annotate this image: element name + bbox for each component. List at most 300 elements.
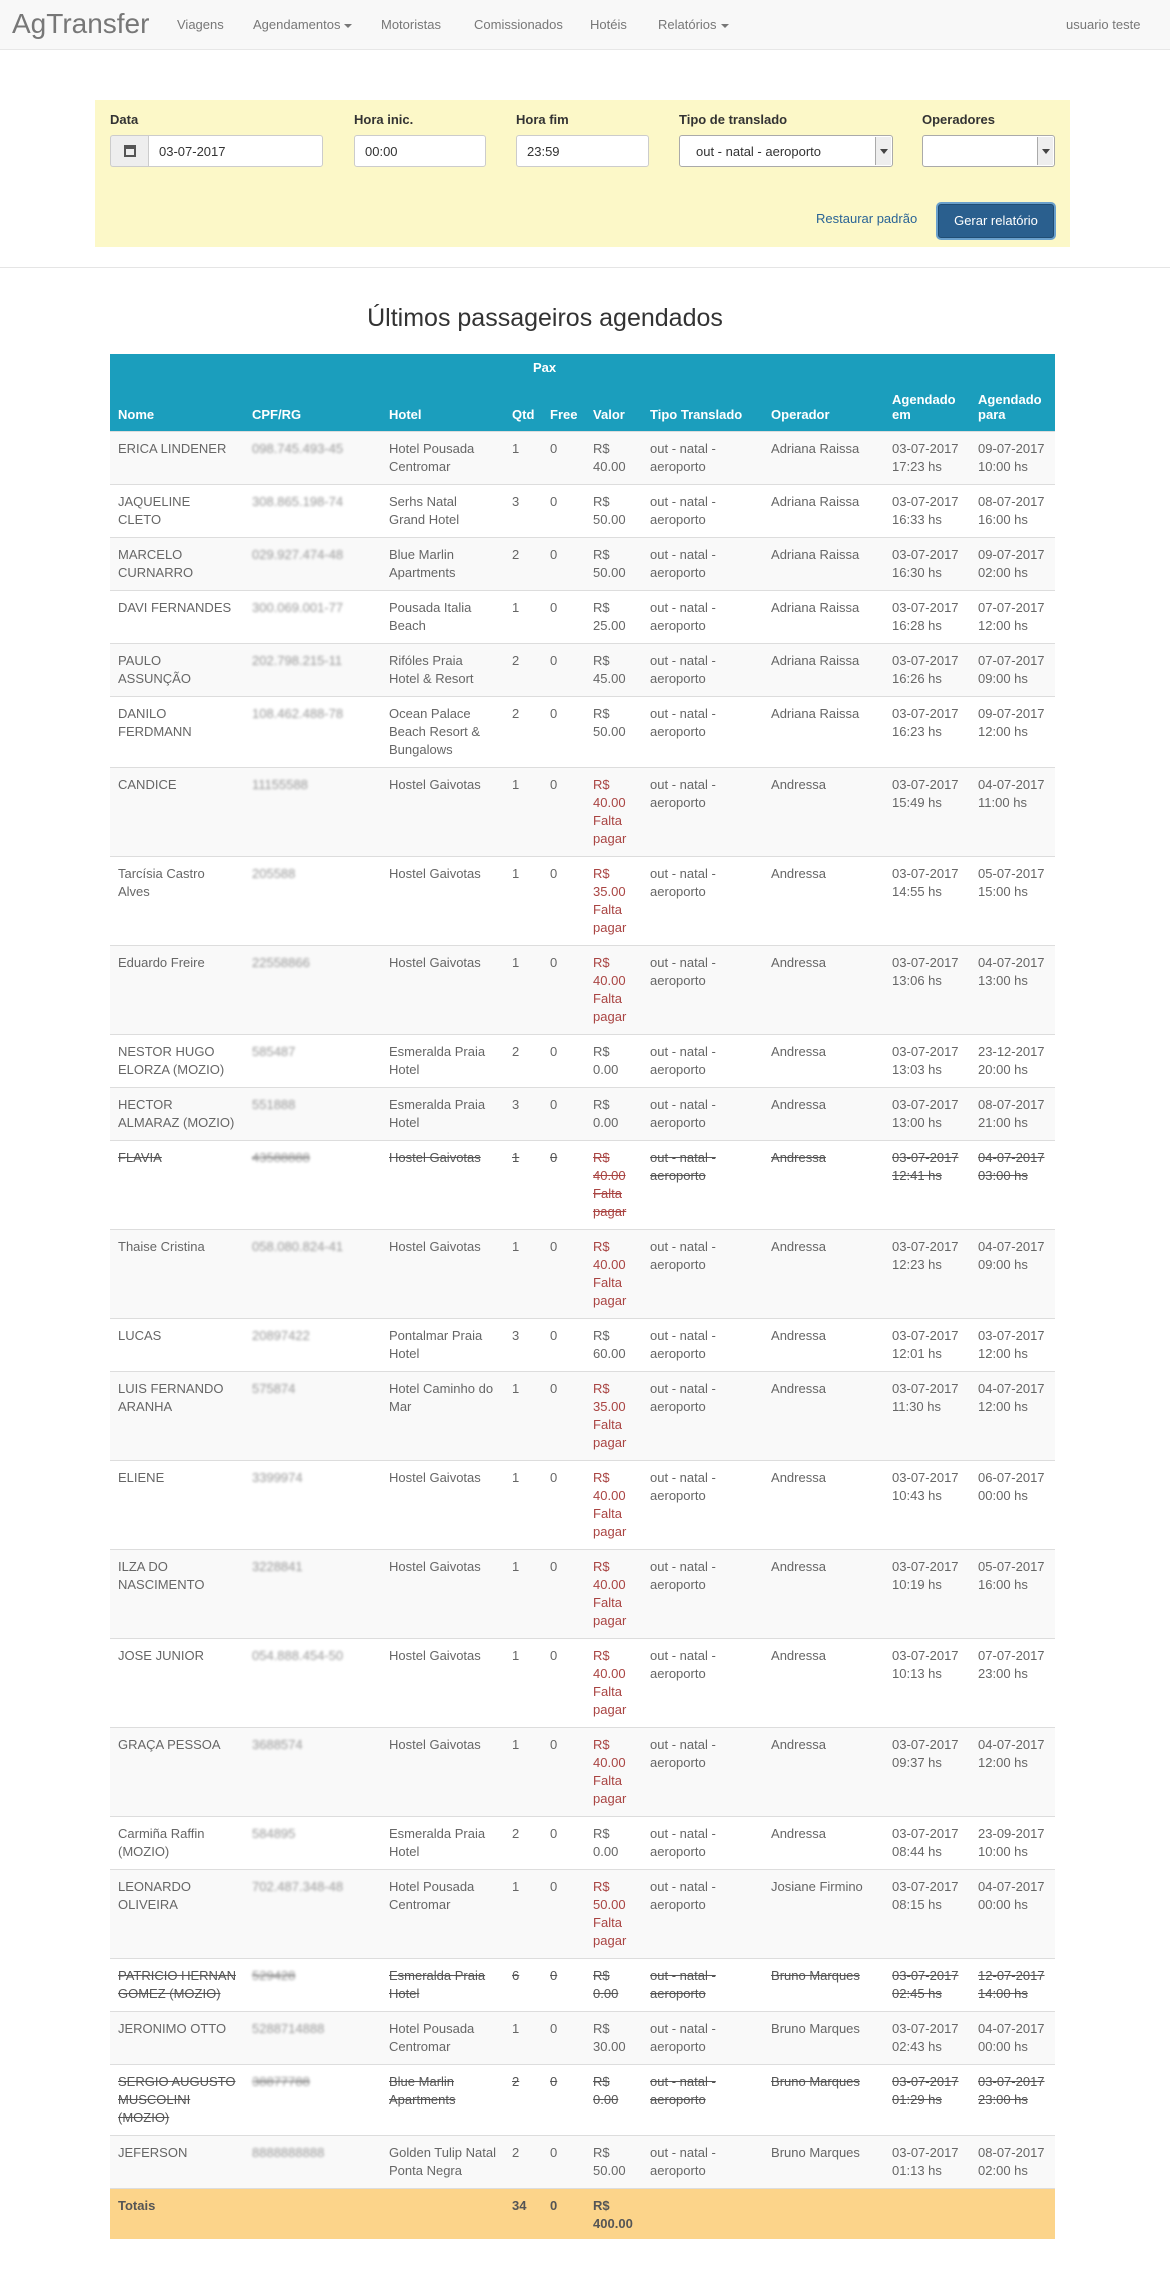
cpf-value: 108.462.488-78 [252, 706, 344, 721]
user-menu[interactable]: usuario teste [1066, 17, 1141, 32]
cell-free: 0 [542, 1461, 585, 1550]
cell-free: 0 [542, 1372, 585, 1461]
column-header-agendado-em: Agendado em [884, 380, 970, 432]
cell-agendado-para: 08-07-2017 02:00 hs [970, 2136, 1055, 2189]
cell-agendado-em: 03-07-2017 02:43 hs [884, 2012, 970, 2065]
cell-operador: Bruno Marques [763, 2136, 884, 2189]
cell-operador: Andressa [763, 1639, 884, 1728]
hora-inic-input[interactable] [354, 135, 486, 167]
table-row[interactable] [110, 2136, 1055, 2189]
cell-operador: Bruno Marques [763, 1959, 884, 2012]
cell-agendado-em: 03-07-2017 01:13 hs [884, 2136, 970, 2189]
cell-cpf [244, 1230, 381, 1319]
calendar-addon[interactable] [110, 135, 148, 167]
cell-qtd: 1 [504, 1461, 542, 1550]
totals-empty [381, 2189, 504, 2240]
cell-nome: ERICA LINDENER [110, 432, 244, 485]
cell-agendado-em: 03-07-2017 08:44 hs [884, 1817, 970, 1870]
cell-hotel: Pontalmar Praia Hotel [381, 1319, 504, 1372]
nav-viagens[interactable]: Viagens [177, 17, 224, 32]
brand-logo[interactable]: AgTransfer [12, 8, 150, 39]
cell-operador: Adriana Raissa [763, 538, 884, 591]
cell-hotel: Esmeralda Praia Hotel [381, 1817, 504, 1870]
cell-tipo: out - natal - aeroporto [642, 1088, 763, 1141]
cell-qtd: 2 [504, 1817, 542, 1870]
totals-empty [642, 2189, 1055, 2240]
cell-qtd: 1 [504, 1870, 542, 1959]
cell-qtd: 1 [504, 946, 542, 1035]
cell-operador: Andressa [763, 857, 884, 946]
cpf-value: 098.745.493-45 [252, 441, 344, 456]
cell-cpf [244, 538, 381, 591]
table-row[interactable] [110, 485, 1055, 538]
cell-nome: ELIENE [110, 1461, 244, 1550]
cell-tipo: out - natal - aeroporto [642, 644, 763, 697]
cell-cpf [244, 1817, 381, 1870]
cell-valor: R$ 40.00 Falta pagar [585, 1639, 642, 1728]
column-header-cpf: CPF/RG [244, 380, 381, 432]
cell-cpf [244, 1035, 381, 1088]
cell-nome: JERONIMO OTTO [110, 2012, 244, 2065]
cell-agendado-para: 23-12-2017 20:00 hs [970, 1035, 1055, 1088]
cell-agendado-em: 03-07-2017 16:23 hs [884, 697, 970, 768]
cell-agendado-para: 07-07-2017 23:00 hs [970, 1639, 1055, 1728]
cell-operador: Andressa [763, 1088, 884, 1141]
nav-comissionados[interactable]: Comissionados [474, 17, 563, 32]
cell-free: 0 [542, 644, 585, 697]
cell-agendado-para: 06-07-2017 00:00 hs [970, 1461, 1055, 1550]
cell-qtd: 1 [504, 1550, 542, 1639]
cell-agendado-para: 07-07-2017 12:00 hs [970, 591, 1055, 644]
cpf-value: 029.927.474-48 [252, 547, 344, 562]
cell-tipo: out - natal - aeroporto [642, 1639, 763, 1728]
cell-hotel: Hostel Gaivotas [381, 1461, 504, 1550]
cell-hotel: Blue Marlin Apartments [381, 2065, 504, 2136]
cell-tipo: out - natal - aeroporto [642, 1728, 763, 1817]
cpf-value: 300.069.001-77 [252, 600, 344, 615]
cell-agendado-em: 03-07-2017 09:37 hs [884, 1728, 970, 1817]
table-row[interactable] [110, 2012, 1055, 2065]
cell-operador: Andressa [763, 1461, 884, 1550]
cell-agendado-em: 03-07-2017 10:43 hs [884, 1461, 970, 1550]
cell-tipo: out - natal - aeroporto [642, 1230, 763, 1319]
cell-agendado-em: 03-07-2017 16:33 hs [884, 485, 970, 538]
cell-free: 0 [542, 432, 585, 485]
cell-nome: GRAÇA PESSOA [110, 1728, 244, 1817]
cell-qtd: 1 [504, 432, 542, 485]
cell-cpf [244, 1141, 381, 1230]
cell-operador: Andressa [763, 946, 884, 1035]
cell-operador: Adriana Raissa [763, 591, 884, 644]
cell-qtd: 3 [504, 485, 542, 538]
nav-relatorios-label: Relatórios [658, 17, 717, 32]
cell-free: 0 [542, 2065, 585, 2136]
cell-valor: R$ 0.00 [585, 1088, 642, 1141]
cell-qtd: 1 [504, 768, 542, 857]
cell-valor: R$ 50.00 [585, 538, 642, 591]
cell-hotel: Esmeralda Praia Hotel [381, 1035, 504, 1088]
cell-agendado-em: 03-07-2017 10:19 hs [884, 1550, 970, 1639]
cell-tipo: out - natal - aeroporto [642, 768, 763, 857]
cell-cpf [244, 1088, 381, 1141]
restore-default-link[interactable]: Restaurar padrão [816, 211, 918, 226]
cell-nome: Tarcísia Castro Alves [110, 857, 244, 946]
cell-tipo: out - natal - aeroporto [642, 1959, 763, 2012]
cell-valor: R$ 30.00 [585, 2012, 642, 2065]
cell-cpf [244, 946, 381, 1035]
cell-agendado-em: 03-07-2017 10:13 hs [884, 1639, 970, 1728]
cell-free: 0 [542, 591, 585, 644]
cell-agendado-em: 03-07-2017 11:30 hs [884, 1372, 970, 1461]
table-row[interactable] [110, 644, 1055, 697]
cell-hotel: Hostel Gaivotas [381, 946, 504, 1035]
cpf-value: 22558866 [252, 955, 310, 970]
cell-tipo: out - natal - aeroporto [642, 1870, 763, 1959]
table-row[interactable] [110, 1550, 1055, 1639]
cell-nome: LUIS FERNANDO ARANHA [110, 1372, 244, 1461]
cell-nome: LEONARDO OLIVEIRA [110, 1870, 244, 1959]
date-label: Data [110, 112, 139, 127]
cell-qtd: 1 [504, 1372, 542, 1461]
cell-tipo: out - natal - aeroporto [642, 946, 763, 1035]
cell-qtd: 1 [504, 857, 542, 946]
cell-agendado-para: 05-07-2017 15:00 hs [970, 857, 1055, 946]
table-row[interactable] [110, 1230, 1055, 1319]
cell-valor: R$ 25.00 [585, 591, 642, 644]
cell-free: 0 [542, 857, 585, 946]
cell-cpf [244, 485, 381, 538]
cell-free: 0 [542, 768, 585, 857]
cell-agendado-para: 05-07-2017 16:00 hs [970, 1550, 1055, 1639]
column-header-qtd: Qtd [504, 380, 542, 432]
table-row[interactable] [110, 1639, 1055, 1728]
cell-agendado-para: 04-07-2017 09:00 hs [970, 1230, 1055, 1319]
cell-hotel: Esmeralda Praia Hotel [381, 1088, 504, 1141]
cell-agendado-para: 12-07-2017 14:00 hs [970, 1959, 1055, 2012]
cell-valor: R$ 40.00 Falta pagar [585, 768, 642, 857]
cell-free: 0 [542, 1550, 585, 1639]
cell-free: 0 [542, 1959, 585, 2012]
cell-operador: Adriana Raissa [763, 485, 884, 538]
cell-agendado-para: 04-07-2017 12:00 hs [970, 1728, 1055, 1817]
cell-nome: NESTOR HUGO ELORZA (MOZIO) [110, 1035, 244, 1088]
cell-qtd: 1 [504, 1639, 542, 1728]
cell-cpf [244, 2065, 381, 2136]
cell-agendado-em: 03-07-2017 13:03 hs [884, 1035, 970, 1088]
cell-valor: R$ 50.00 [585, 485, 642, 538]
cell-hotel: Pousada Italia Beach [381, 591, 504, 644]
column-header-tipo: Tipo Translado [642, 380, 763, 432]
cell-qtd: 2 [504, 644, 542, 697]
cell-cpf [244, 591, 381, 644]
table-row[interactable] [110, 1461, 1055, 1550]
cell-agendado-para: 04-07-2017 12:00 hs [970, 1372, 1055, 1461]
tipo-translado-value: out - natal - aeroporto [696, 144, 822, 159]
cell-agendado-para: 07-07-2017 09:00 hs [970, 644, 1055, 697]
cpf-value: 3399974 [252, 1470, 303, 1485]
table-row[interactable] [110, 1728, 1055, 1817]
cell-tipo: out - natal - aeroporto [642, 432, 763, 485]
cell-valor: R$ 40.00 Falta pagar [585, 1550, 642, 1639]
cell-valor: R$ 50.00 [585, 2136, 642, 2189]
hora-fim-label: Hora fim [516, 112, 569, 127]
table-row[interactable] [110, 538, 1055, 591]
nav-motoristas[interactable]: Motoristas [381, 17, 441, 32]
cell-free: 0 [542, 2136, 585, 2189]
totals-label: Totais [110, 2189, 244, 2240]
nav-agendamentos-label: Agendamentos [253, 17, 341, 32]
cell-cpf [244, 2012, 381, 2065]
table-row[interactable] [110, 857, 1055, 946]
cell-qtd: 3 [504, 1088, 542, 1141]
table-row[interactable] [110, 432, 1055, 485]
cell-nome: DAVI FERNANDES [110, 591, 244, 644]
cell-agendado-em: 03-07-2017 16:30 hs [884, 538, 970, 591]
totals-valor: R$ 400.00 [585, 2189, 642, 2240]
cell-operador: Adriana Raissa [763, 432, 884, 485]
cell-hotel: Hostel Gaivotas [381, 1230, 504, 1319]
hora-fim-input[interactable] [516, 135, 649, 167]
column-header-hotel: Hotel [381, 380, 504, 432]
cell-nome: Thaise Cristina [110, 1230, 244, 1319]
cell-agendado-para: 04-07-2017 11:00 hs [970, 768, 1055, 857]
cpf-value: 3228841 [252, 1559, 303, 1574]
navbar [0, 0, 1170, 50]
section-title: Últimos passageiros agendados [367, 304, 723, 332]
cell-qtd: 2 [504, 697, 542, 768]
cell-free: 0 [542, 538, 585, 591]
cell-free: 0 [542, 1088, 585, 1141]
cell-valor: R$ 0.00 [585, 2065, 642, 2136]
nav-agendamentos-dropdown[interactable] [253, 17, 352, 32]
cell-operador: Andressa [763, 1319, 884, 1372]
cell-valor: R$ 50.00 Falta pagar [585, 1870, 642, 1959]
cell-valor: R$ 40.00 [585, 432, 642, 485]
cell-hotel: Hostel Gaivotas [381, 1550, 504, 1639]
cell-tipo: out - natal - aeroporto [642, 1372, 763, 1461]
cell-qtd: 6 [504, 1959, 542, 2012]
cpf-value: 529428 [252, 1968, 296, 1983]
cell-cpf [244, 1461, 381, 1550]
cell-cpf [244, 432, 381, 485]
cell-tipo: out - natal - aeroporto [642, 1461, 763, 1550]
cell-operador: Andressa [763, 1550, 884, 1639]
cell-agendado-em: 03-07-2017 12:01 hs [884, 1319, 970, 1372]
cell-cpf [244, 1959, 381, 2012]
header-pax-group: Pax [504, 354, 585, 380]
cell-agendado-em: 03-07-2017 14:55 hs [884, 857, 970, 946]
cell-hotel: Hostel Gaivotas [381, 768, 504, 857]
cpf-value: 584895 [252, 1826, 296, 1841]
cell-operador: Andressa [763, 1141, 884, 1230]
cell-agendado-em: 03-07-2017 13:00 hs [884, 1088, 970, 1141]
cell-valor: R$ 0.00 [585, 1817, 642, 1870]
calendar-icon [124, 145, 136, 157]
cell-qtd: 1 [504, 1141, 542, 1230]
table-row[interactable] [110, 1870, 1055, 1959]
cell-operador: Bruno Marques [763, 2065, 884, 2136]
nav-relatorios-dropdown[interactable] [658, 17, 729, 32]
cell-agendado-em: 03-07-2017 01:29 hs [884, 2065, 970, 2136]
cell-free: 0 [542, 946, 585, 1035]
cell-valor: R$ 45.00 [585, 644, 642, 697]
cell-operador: Andressa [763, 768, 884, 857]
table-row[interactable] [110, 768, 1055, 857]
cpf-value: 43588888 [252, 1150, 310, 1165]
filter-panel [95, 100, 1070, 247]
cell-nome: PAULO ASSUNÇÃO [110, 644, 244, 697]
cell-qtd: 1 [504, 1728, 542, 1817]
cell-hotel: Ocean Palace Beach Resort & Bungalows [381, 697, 504, 768]
cell-nome: DANILO FERDMANN [110, 697, 244, 768]
cpf-value: 8888888888 [252, 2145, 325, 2160]
table-row[interactable] [110, 1319, 1055, 1372]
cell-operador: Adriana Raissa [763, 697, 884, 768]
cell-tipo: out - natal - aeroporto [642, 1319, 763, 1372]
cell-nome: Eduardo Freire [110, 946, 244, 1035]
cell-agendado-em: 03-07-2017 17:23 hs [884, 432, 970, 485]
cell-hotel: Esmeralda Praia Hotel [381, 1959, 504, 2012]
table-row[interactable] [110, 1959, 1055, 2012]
cell-agendado-para: 03-07-2017 23:00 hs [970, 2065, 1055, 2136]
cell-agendado-para: 04-07-2017 00:00 hs [970, 2012, 1055, 2065]
cell-agendado-em: 03-07-2017 02:45 hs [884, 1959, 970, 2012]
cell-nome: ILZA DO NASCIMENTO [110, 1550, 244, 1639]
table-row[interactable] [110, 1141, 1055, 1230]
cell-tipo: out - natal - aeroporto [642, 591, 763, 644]
cell-nome: SERGIO AUGUSTO MUSCOLINI (MOZIO) [110, 2065, 244, 2136]
chevron-down-icon [875, 137, 891, 165]
cell-agendado-em: 03-07-2017 13:06 hs [884, 946, 970, 1035]
cell-tipo: out - natal - aeroporto [642, 1817, 763, 1870]
cell-free: 0 [542, 697, 585, 768]
cell-cpf [244, 1728, 381, 1817]
cell-agendado-para: 08-07-2017 21:00 hs [970, 1088, 1055, 1141]
cell-hotel: Hotel Pousada Centromar [381, 1870, 504, 1959]
cell-nome: JEFERSON [110, 2136, 244, 2189]
totals-empty [244, 2189, 381, 2240]
column-header-operador: Operador [763, 380, 884, 432]
cell-hotel: Hotel Pousada Centromar [381, 2012, 504, 2065]
cell-hotel: Rifóles Praia Hotel & Resort [381, 644, 504, 697]
table-row[interactable] [110, 697, 1055, 768]
cell-operador: Andressa [763, 1035, 884, 1088]
tipo-translado-select[interactable] [679, 135, 893, 167]
cell-agendado-para: 04-07-2017 13:00 hs [970, 946, 1055, 1035]
column-header-valor: Valor [585, 380, 642, 432]
cell-valor: R$ 35.00 Falta pagar [585, 1372, 642, 1461]
date-input[interactable] [148, 135, 323, 167]
operadores-label: Operadores [922, 112, 995, 127]
cell-tipo: out - natal - aeroporto [642, 1035, 763, 1088]
cell-tipo: out - natal - aeroporto [642, 2012, 763, 2065]
cpf-value: 20897422 [252, 1328, 310, 1343]
cell-cpf [244, 768, 381, 857]
cell-qtd: 1 [504, 1230, 542, 1319]
table-row[interactable] [110, 1088, 1055, 1141]
cell-free: 0 [542, 1639, 585, 1728]
cell-qtd: 2 [504, 2136, 542, 2189]
cell-operador: Andressa [763, 1372, 884, 1461]
table-row[interactable] [110, 1817, 1055, 1870]
cpf-value: 3688574 [252, 1737, 303, 1752]
cell-operador: Andressa [763, 1817, 884, 1870]
tipo-translado-label: Tipo de translado [679, 112, 788, 127]
cpf-value: 11155588 [252, 777, 308, 792]
cell-operador: Andressa [763, 1728, 884, 1817]
cell-valor: R$ 60.00 [585, 1319, 642, 1372]
cell-tipo: out - natal - aeroporto [642, 485, 763, 538]
cell-valor: R$ 50.00 [585, 697, 642, 768]
cell-valor: R$ 40.00 Falta pagar [585, 1230, 642, 1319]
cell-nome: Carmiña Raffin (MOZIO) [110, 1817, 244, 1870]
cell-agendado-para: 08-07-2017 16:00 hs [970, 485, 1055, 538]
nav-hoteis[interactable]: Hotéis [590, 17, 627, 32]
cell-valor: R$ 40.00 Falta pagar [585, 1728, 642, 1817]
cpf-value: 054.888.454-50 [252, 1648, 344, 1663]
cell-tipo: out - natal - aeroporto [642, 1550, 763, 1639]
passengers-table [110, 354, 1055, 2239]
totals-free: 0 [542, 2189, 585, 2240]
cell-free: 0 [542, 1319, 585, 1372]
cell-tipo: out - natal - aeroporto [642, 538, 763, 591]
cell-valor: R$ 40.00 Falta pagar [585, 946, 642, 1035]
cell-agendado-para: 09-07-2017 10:00 hs [970, 432, 1055, 485]
cell-hotel: Hotel Caminho do Mar [381, 1372, 504, 1461]
table-row[interactable] [110, 946, 1055, 1035]
cell-tipo: out - natal - aeroporto [642, 2065, 763, 2136]
operadores-select[interactable] [922, 135, 1055, 167]
table-row[interactable] [110, 1035, 1055, 1088]
cell-agendado-em: 03-07-2017 08:15 hs [884, 1870, 970, 1959]
cell-agendado-para: 04-07-2017 03:00 hs [970, 1141, 1055, 1230]
cell-cpf [244, 2136, 381, 2189]
table-row[interactable] [110, 2065, 1055, 2136]
cell-valor: R$ 40.00 Falta pagar [585, 1461, 642, 1550]
cell-agendado-para: 09-07-2017 02:00 hs [970, 538, 1055, 591]
cell-valor: R$ 0.00 [585, 1035, 642, 1088]
cell-nome: PATRICIO HERNAN GOMEZ (MOZIO) [110, 1959, 244, 2012]
cell-qtd: 2 [504, 538, 542, 591]
table-row[interactable] [110, 591, 1055, 644]
cell-nome: HECTOR ALMARAZ (MOZIO) [110, 1088, 244, 1141]
cell-free: 0 [542, 1728, 585, 1817]
cell-hotel: Hostel Gaivotas [381, 857, 504, 946]
chevron-down-icon [721, 24, 729, 28]
cell-qtd: 1 [504, 591, 542, 644]
table-row[interactable] [110, 1372, 1055, 1461]
cell-nome: LUCAS [110, 1319, 244, 1372]
column-header-agendado-para: Agendado para [970, 380, 1055, 432]
cell-tipo: out - natal - aeroporto [642, 1141, 763, 1230]
cell-agendado-para: 03-07-2017 12:00 hs [970, 1319, 1055, 1372]
cpf-value: 202.798.215-11 [252, 653, 343, 668]
cell-tipo: out - natal - aeroporto [642, 857, 763, 946]
cpf-value: 551888 [252, 1097, 296, 1112]
cell-qtd: 2 [504, 2065, 542, 2136]
cell-agendado-em: 03-07-2017 12:41 hs [884, 1141, 970, 1230]
cell-cpf [244, 1319, 381, 1372]
cpf-value: 308.865.198-74 [252, 494, 344, 509]
cell-free: 0 [542, 485, 585, 538]
cell-agendado-em: 03-07-2017 12:23 hs [884, 1230, 970, 1319]
cell-hotel: Hostel Gaivotas [381, 1728, 504, 1817]
cell-free: 0 [542, 2012, 585, 2065]
cell-tipo: out - natal - aeroporto [642, 697, 763, 768]
cell-free: 0 [542, 1870, 585, 1959]
cell-operador: Adriana Raissa [763, 644, 884, 697]
generate-report-button[interactable]: Gerar relatório [938, 204, 1054, 238]
